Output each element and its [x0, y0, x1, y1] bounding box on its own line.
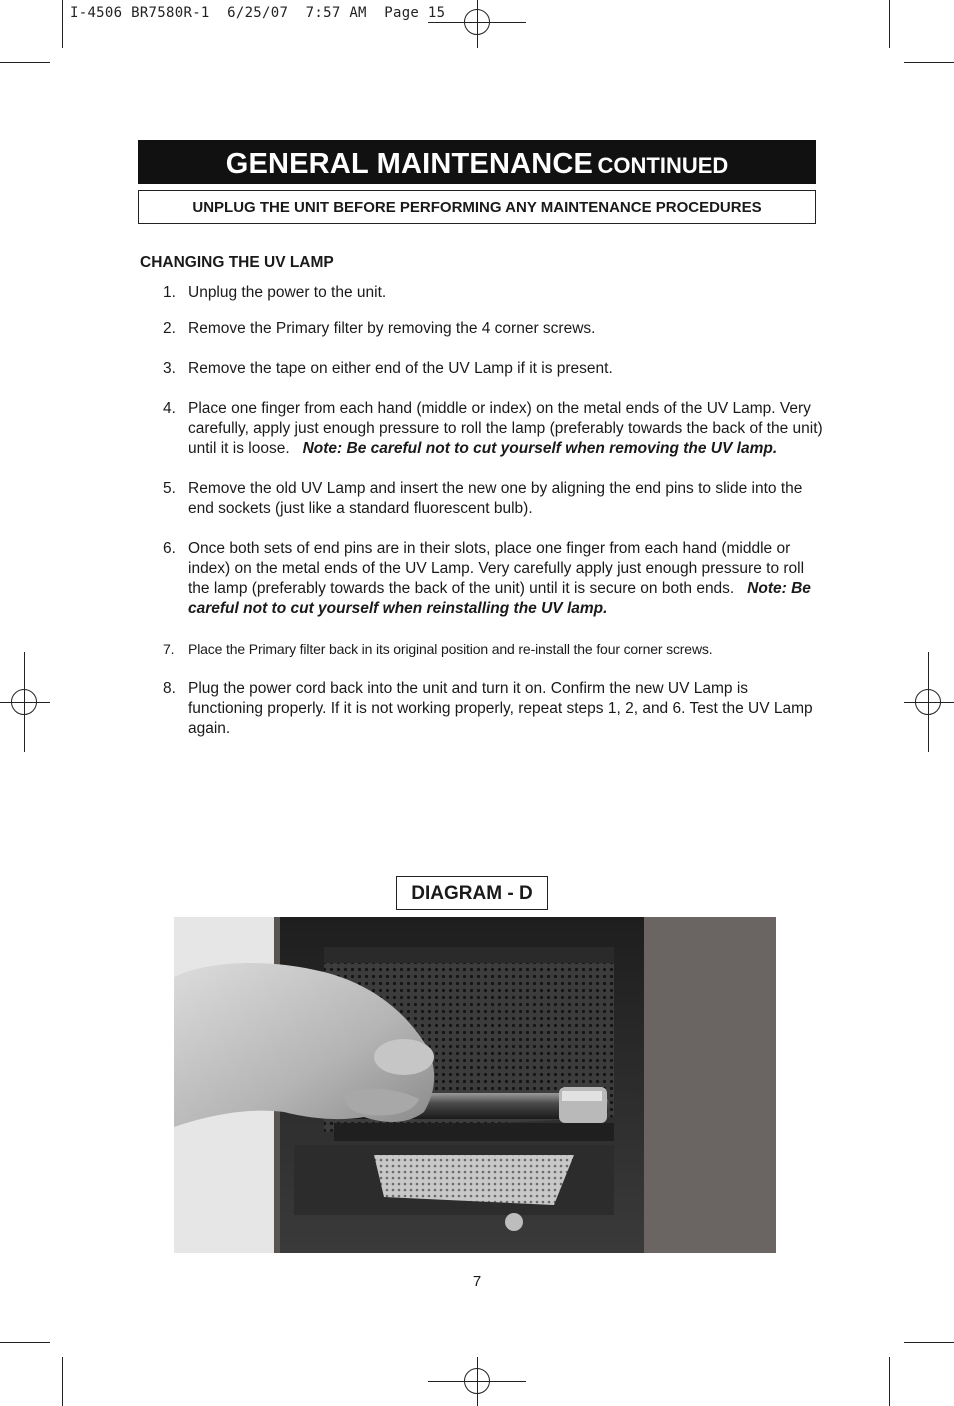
registration-mark-right	[915, 689, 941, 715]
step-number: 6.	[163, 540, 176, 557]
crop-mark	[904, 1342, 954, 1343]
step-number: 2.	[163, 320, 176, 337]
crop-mark	[0, 62, 50, 63]
step-number: 3.	[163, 360, 176, 377]
step-text: Remove the tape on either end of the UV Lamp if it is present.	[188, 360, 613, 377]
page-title	[138, 140, 816, 184]
uv-lamp-photo	[174, 917, 776, 1253]
crop-mark	[889, 1357, 890, 1406]
crop-mark	[62, 0, 63, 48]
unplug-warning: UNPLUG THE UNIT BEFORE PERFORMING ANY MAINTENANCE PROCEDURES	[138, 190, 816, 224]
step-number: 5.	[163, 480, 176, 497]
step-item	[163, 399, 823, 459]
step-text: Plug the power cord back into the unit and turn it on. Confirm the new UV Lamp is functioning properly. If it is not working properly, repeat steps 1, 2, and 6. Test the UV Lamp again.	[188, 680, 813, 737]
step-item	[163, 679, 823, 739]
diagram-label: DIAGRAM - D	[396, 876, 548, 910]
section-heading: CHANGING THE UV LAMP	[140, 254, 334, 271]
page-number: 7	[472, 1273, 482, 1290]
crop-mark	[0, 1342, 50, 1343]
crop-mark	[62, 1357, 63, 1406]
step-text: Place the Primary filter back in its original position and re-install the four corner screws.	[188, 641, 713, 657]
crop-mark	[889, 0, 890, 48]
print-slug: I-4506 BR7580R-1 6/25/07 7:57 AM Page 15	[70, 5, 446, 21]
step-text: Place one finger from each hand (middle or index) on the metal ends of the UV Lamp. Very carefully, apply just enough pressure to roll the lamp (preferably towards the back of the unit) until it is loose.	[188, 400, 823, 457]
registration-mark-top	[464, 9, 490, 35]
step-note: Note: Be careful not to cut yourself when removing the UV lamp.	[302, 440, 778, 457]
step-item	[163, 479, 823, 519]
step-number: 8.	[163, 680, 176, 697]
step-item	[163, 539, 823, 619]
step-note: Note: Be careful not to cut yourself when reinstalling the UV lamp.	[188, 580, 811, 617]
step-text: Remove the Primary filter by removing the 4 corner screws.	[188, 320, 596, 337]
steps-list	[163, 283, 823, 759]
step-text: Remove the old UV Lamp and insert the new one by aligning the end pins to slide into the end sockets (just like a standard fluorescent bulb).	[188, 480, 803, 517]
step-text: Unplug the power to the unit.	[188, 284, 387, 301]
step-item	[163, 359, 823, 379]
crop-mark	[904, 62, 954, 63]
step-item	[163, 319, 823, 339]
step-item	[163, 283, 823, 303]
step-number: 7.	[163, 641, 175, 657]
page-title-continued: CONTINUED	[597, 153, 729, 178]
step-number: 4.	[163, 400, 176, 417]
step-text: Once both sets of end pins are in their slots, place one finger from each hand (middle or index) on the metal ends of the UV Lamp. Very carefully apply just enough pressure to roll the lamp (preferably towards the back of the unit) until it is secure on both ends.	[188, 540, 805, 597]
registration-mark-left	[11, 689, 37, 715]
page-title-main: GENERAL MAINTENANCE	[225, 148, 594, 180]
registration-mark-bottom	[464, 1368, 490, 1394]
step-item	[163, 639, 823, 659]
step-number: 1.	[163, 284, 176, 301]
